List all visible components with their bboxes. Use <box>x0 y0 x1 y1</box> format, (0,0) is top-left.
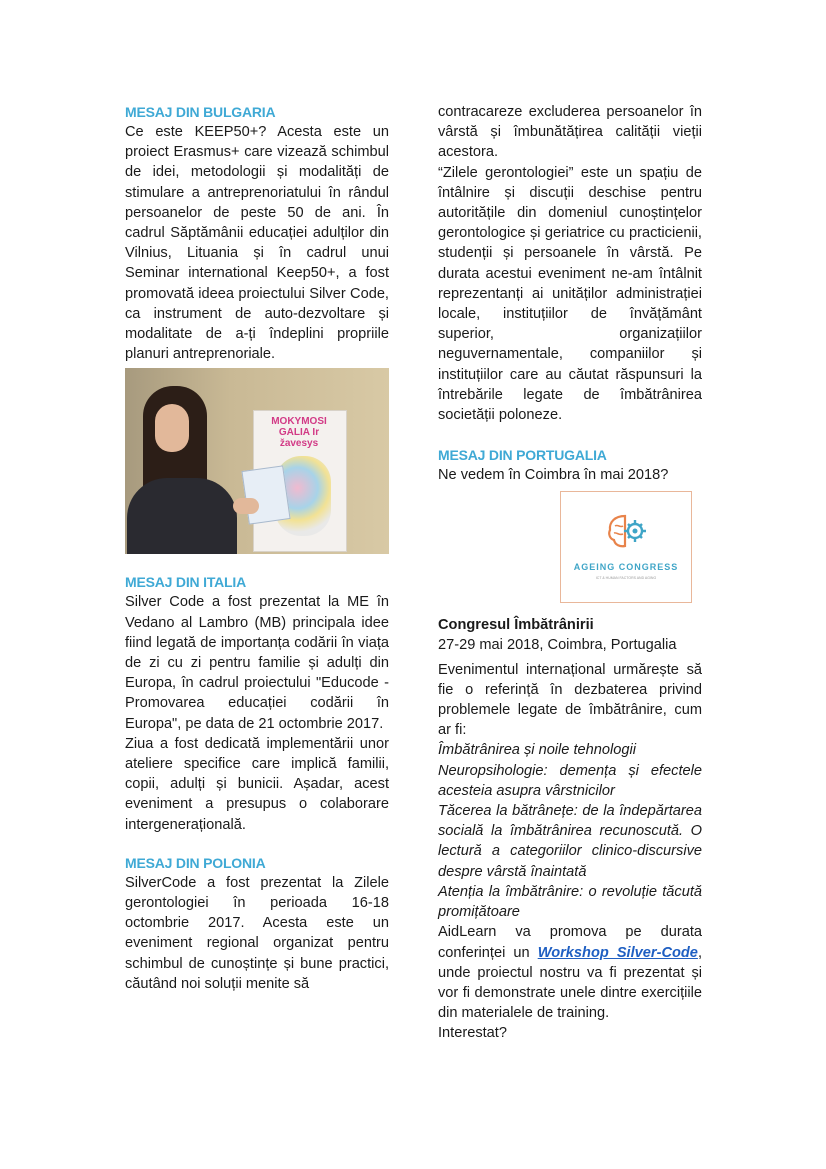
workshop-paragraph <box>438 922 702 1023</box>
logo-subtext: ICT & HUMAN FACTORS AND AGING <box>595 576 657 581</box>
topic-3: Tăcerea la bătrânețe: de la îndepărtarea socială la îmbătrânirea recunoscută. O lectură a categoriilor clinico-discursive despre vârstă înaintată <box>438 803 702 880</box>
ageing-congress-logo <box>560 491 692 603</box>
congress-title: Congresul Îmbătrânirii <box>438 617 594 634</box>
portugalia-question: Ne vedem în Coimbra în mai 2018? <box>438 467 669 484</box>
heading-portugalia: MESAJ DIN PORTUGALIA <box>438 447 607 464</box>
topic-2: Neuropsihologie: demența și efectele acesteia asupra vârstnicilor <box>438 762 702 799</box>
paragraph-polonia-continued: contracareze excluderea persoanelor în vârstă și îmbunătățirea calității vieții acestora. <box>438 104 702 161</box>
paragraph-italia-2: Ziua a fost dedicată implementării unor ateliere specifice care implică familii, copii, adulți și bunicii. Așadar, acest eveniment a presupus o colaborare intergenerațională. <box>125 735 389 833</box>
paragraph-italia-1: Silver Code a fost prezentat la ME în Vedano al Lambro (MB) principala idee fiind legată de importanța codării în viața de zi cu zi pentru familie și adulți din Europa, în cadrul proiectului "Educode - Promovarea educației codării în Europa", pe data de 21 octombrie 2017. <box>125 594 389 732</box>
heading-bulgaria: MESAJ DIN BULGARIA <box>125 104 276 120</box>
closing-question: Interestat? <box>438 1025 507 1042</box>
poster-title: MOKYMOSI GALIA Ir žavesys <box>271 416 327 450</box>
heading-polonia: MESAJ DIN POLONIA <box>125 854 266 871</box>
logo-text: AGEING CONGRESS <box>573 562 679 573</box>
workshop-text-after: , unde proiectul nostru va fi prezentat și vor fi demonstrate unele dintre exercițiile din materialele de training. <box>438 944 702 1022</box>
topic-1: Îmbătrânirea și noile tehnologii <box>438 742 636 759</box>
congress-date: 27-29 mai 2018, Coimbra, Portugalia <box>438 637 677 654</box>
heading-italia: MESAJ DIN ITALIA <box>125 574 246 591</box>
photo-woman-with-poster <box>125 368 389 554</box>
workshop-text-before: AidLearn va promova pe durata conferinței un <box>438 924 702 961</box>
paragraph-zilele-gerontologiei: “Zilele gerontologiei” este un spațiu de întâlnire și discuții deschise pentru autoritățile din domeniul cunoștințelor gerontologice și geriatrice cu practicienii, studenții și persoanele în vârstă. Pe durata acestui eveniment ne-am întâlnit reprezentanți ai unităților administrației locale, instituțiilor de învățământ superior, organizațiilor neguvernamentale, companiilor și instituțiilor care au căutat răspunsuri la întrebările legate de îmbătrânirea societății poloneze. <box>438 164 702 424</box>
congress-intro: Evenimentul internațional urmărește să fie o referință în dezbaterea privind problemele legate de îmbătrânire, cum ar fi: <box>438 661 702 739</box>
workshop-silver-code-link[interactable]: Workshop Silver-Code <box>537 944 698 961</box>
topic-4: Atenția la îmbătrânire: o revoluție tăcută promițătoare <box>438 883 702 921</box>
right-column <box>438 102 702 1044</box>
left-column <box>125 102 389 994</box>
paragraph-polonia: SilverCode a fost prezentat la Zilele gerontologiei în perioada 16-18 octombrie 2017. Acesta este un eveniment regional organizat pentru schimbul de cunoștințe și bune practici, căutând noi soluții menite să <box>125 874 389 992</box>
brain-gear-icon <box>605 512 647 552</box>
paragraph-bulgaria: Ce este KEEP50+? Acesta este un proiect Erasmus+ care vizează schimbul de idei, metodologii și modalități de stimulare a antreprenoriatului în rândul persoanelor de peste 50 de ani. În cadrul Săptămânii educației adulților din Vilnius, Lituania și în cadrul unui Seminar international Keep50+, a fost promovată ideea proiectului Silver Code, ca instrument de auto-dezvoltare și modalitate de a-ți îndeplini propriile planuri antreprenoriale. <box>125 124 389 363</box>
